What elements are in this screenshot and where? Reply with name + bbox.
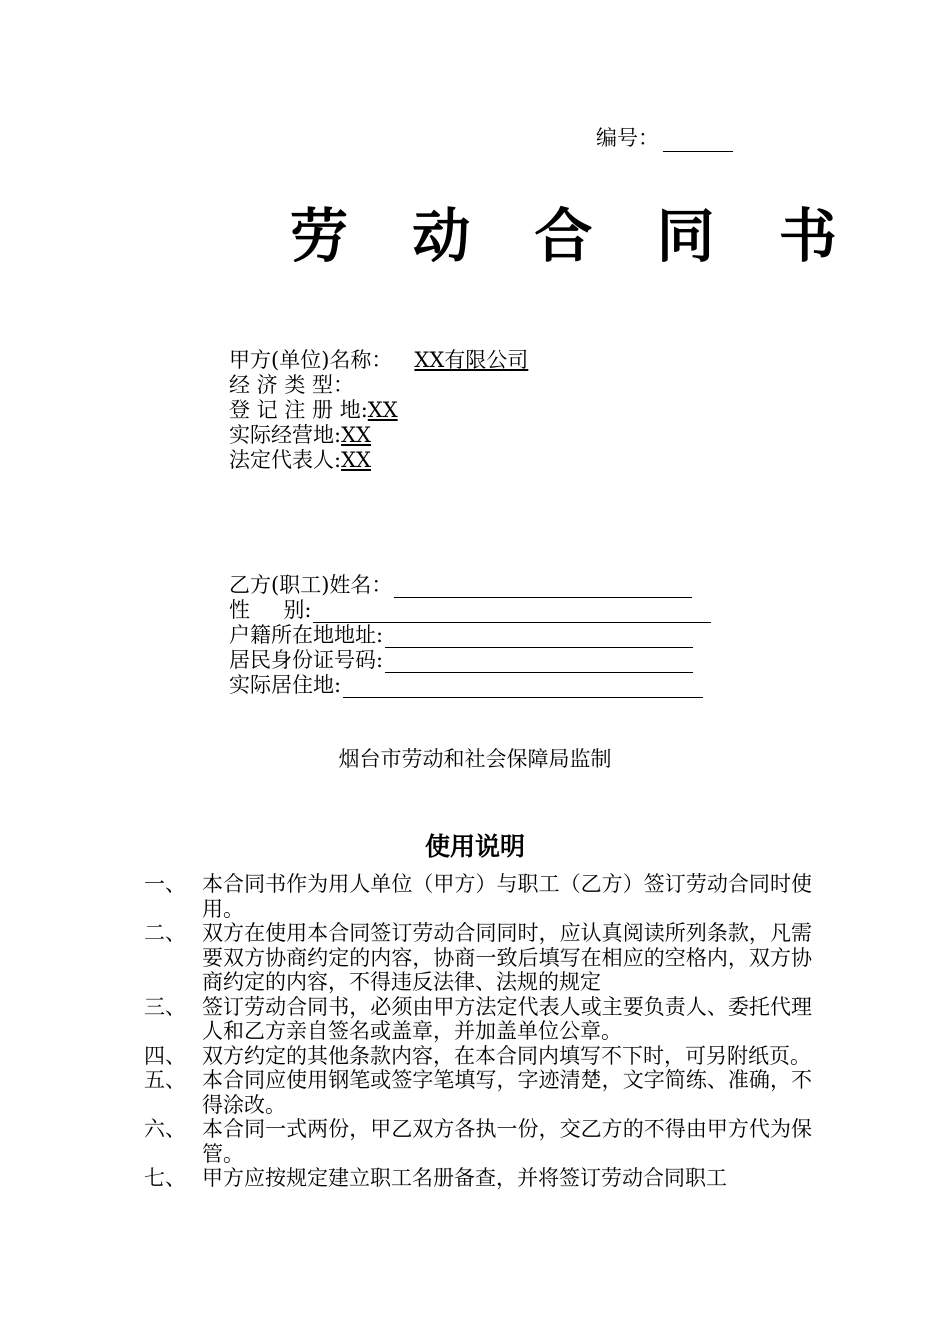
instruction-item <box>144 921 814 995</box>
economy-type-row <box>229 373 528 398</box>
instruction-item <box>144 872 814 921</box>
operation-row <box>229 423 528 448</box>
instructions-title: 使用说明 <box>424 832 525 861</box>
serial-blank <box>663 131 733 152</box>
operation-label: 实际经营地: <box>229 423 342 447</box>
instruction-text: 本合同应使用钢笔或签字笔填写，字迹清楚，文字简练、准确，不得涂改。 <box>202 1068 812 1117</box>
instruction-item <box>144 995 814 1044</box>
instruction-number: 六、 <box>144 1117 186 1141</box>
instruction-text: 本合同书作为用人单位（甲方）与职工（乙方）签订劳动合同时使用。 <box>202 872 812 921</box>
id-number-blank <box>385 652 693 673</box>
instruction-item <box>144 1117 814 1166</box>
residence-blank <box>343 677 703 698</box>
id-number-row <box>229 648 711 673</box>
gender-blank <box>313 602 711 623</box>
registration-row <box>229 398 528 423</box>
party-a-section <box>229 348 528 473</box>
instruction-number: 五、 <box>144 1068 186 1092</box>
residence-label: 实际居住地: <box>229 673 342 697</box>
party-a-name-row <box>229 348 528 373</box>
instruction-number: 四、 <box>144 1043 186 1068</box>
instruction-number: 一、 <box>144 872 186 896</box>
instruction-number: 七、 <box>144 1166 186 1190</box>
serial-label: 编号： <box>596 126 659 150</box>
instruction-text: 双方在使用本合同签订劳动合同同时，应认真阅读所列条款，凡需要双方协商约定的内容，协商一致后填写在相应的空格内，双方协商约定的内容，不得违反法律、法规的规定 <box>202 921 812 994</box>
household-label: 户籍所在地地址: <box>229 623 384 647</box>
party-b-section <box>229 573 711 698</box>
residence-row <box>229 673 711 698</box>
party-a-name-value: XX有限公司 <box>414 348 529 372</box>
instruction-number: 三、 <box>144 994 186 1019</box>
instruction-text: 本合同一式两份，甲乙双方各执一份，交乙方的不得由甲方代为保管。 <box>202 1117 812 1166</box>
gender-label: 性 别: <box>229 598 312 622</box>
instruction-item <box>144 1044 814 1069</box>
instruction-text: 双方约定的其他条款内容，在本合同内填写不下时，可另附纸页。 <box>202 1043 811 1068</box>
legal-rep-label: 法定代表人: <box>229 448 342 472</box>
party-b-name-label: 乙方(职工)姓名： <box>229 573 393 597</box>
party-a-name-label: 甲方(单位)名称： <box>229 348 393 372</box>
party-b-name-blank <box>394 577 692 598</box>
serial-number <box>596 124 733 152</box>
household-row <box>229 623 711 648</box>
id-number-label: 居民身份证号码: <box>229 648 384 672</box>
instruction-item <box>144 1068 814 1117</box>
legal-rep-row <box>229 448 528 473</box>
instruction-text: 甲方应按规定建立职工名册备查，并将签订劳动合同职工 <box>202 1166 727 1190</box>
registration-label: 登 记 注 册 地: <box>229 398 368 422</box>
economy-type-label: 经 济 类 型： <box>229 373 355 397</box>
instruction-number: 二、 <box>144 921 186 945</box>
legal-rep-value: XX <box>341 448 371 472</box>
supervisor-note: 烟台市劳动和社会保障局监制 <box>338 747 612 771</box>
gender-row <box>229 598 711 623</box>
household-blank <box>385 627 693 648</box>
instruction-item <box>144 1166 814 1191</box>
instructions-list <box>144 872 814 1191</box>
registration-value: XX <box>367 398 398 422</box>
instruction-text: 签订劳动合同书，必须由甲方法定代表人或主要负责人、委托代理人和乙方亲自签名或盖章，并加盖单位公章。 <box>202 994 812 1043</box>
document-title: 劳 动 合 同 书 <box>290 202 859 270</box>
operation-value: XX <box>341 423 371 447</box>
party-b-name-row <box>229 573 711 598</box>
